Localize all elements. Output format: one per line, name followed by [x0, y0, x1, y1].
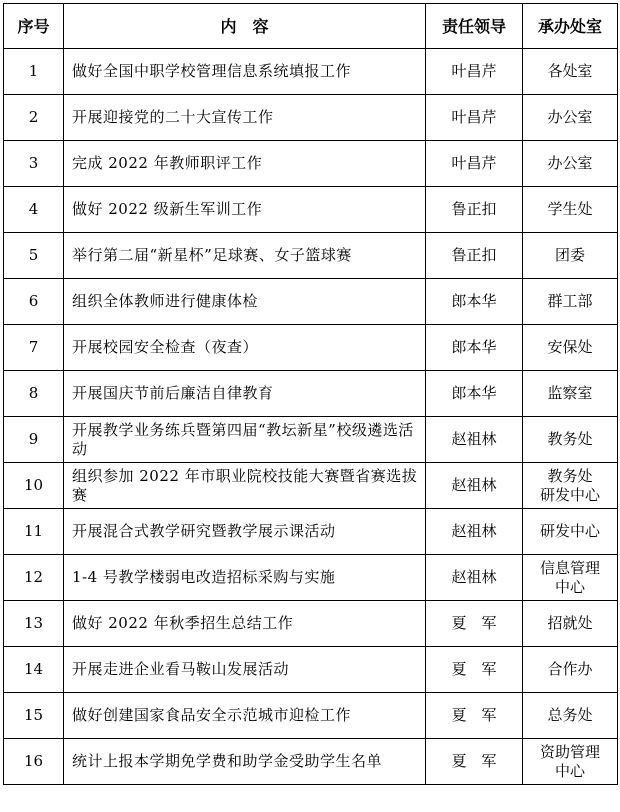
office-name: 总务处	[547, 706, 593, 724]
table-header-row	[4, 4, 618, 49]
row-number: 11	[4, 509, 64, 555]
office-name: 合作办	[547, 660, 593, 678]
task-content: 开展国庆节前后廉洁自律教育	[64, 371, 426, 417]
header-no: 序号	[4, 4, 64, 49]
row-number: 8	[4, 371, 64, 417]
office-name: 研发中心	[539, 522, 600, 540]
row-number: 12	[4, 555, 64, 601]
task-table	[3, 3, 618, 785]
responsible-leader: 赵祖林	[426, 417, 523, 463]
handling-office	[523, 555, 618, 601]
office-name: 团委	[554, 246, 585, 264]
handling-office	[523, 233, 618, 279]
responsible-leader: 夏 军	[426, 647, 523, 693]
task-content: 举行第二届“新星杯”足球赛、女子篮球赛	[64, 233, 426, 279]
task-content: 组织参加 2022 年市职业院校技能大赛暨省赛选拔赛	[64, 463, 426, 509]
responsible-leader: 夏 军	[426, 739, 523, 785]
task-content: 开展迎接党的二十大宣传工作	[64, 95, 426, 141]
row-number: 15	[4, 693, 64, 739]
row-number: 10	[4, 463, 64, 509]
responsible-leader: 叶昌芹	[426, 95, 523, 141]
handling-office	[523, 279, 618, 325]
table-body	[4, 49, 618, 785]
header-leader: 责任领导	[426, 4, 523, 49]
task-content: 做好 2022 年秋季招生总结工作	[64, 601, 426, 647]
handling-office	[523, 95, 618, 141]
responsible-leader: 叶昌芹	[426, 141, 523, 187]
office-name: 办公室	[547, 154, 593, 172]
task-content: 统计上报本学期免学费和助学金受助学生名单	[64, 739, 426, 785]
task-content: 开展校园安全检查（夜查）	[64, 325, 426, 371]
task-content: 组织全体教师进行健康体检	[64, 279, 426, 325]
responsible-leader: 郎本华	[426, 371, 523, 417]
handling-office	[523, 463, 618, 509]
task-content: 完成 2022 年教师职评工作	[64, 141, 426, 187]
row-number: 16	[4, 739, 64, 785]
handling-office	[523, 739, 618, 785]
task-content: 1-4 号教学楼弱电改造招标采购与实施	[64, 555, 426, 601]
table-row	[4, 141, 618, 187]
office-name: 监察室	[547, 384, 593, 402]
header-office: 承办处室	[523, 4, 618, 49]
table-row	[4, 509, 618, 555]
row-number: 9	[4, 417, 64, 463]
handling-office	[523, 601, 618, 647]
office-name: 信息管理	[539, 558, 600, 577]
row-number: 2	[4, 95, 64, 141]
task-content: 做好全国中职学校管理信息系统填报工作	[64, 49, 426, 95]
responsible-leader: 叶昌芹	[426, 49, 523, 95]
table-row	[4, 739, 618, 785]
table-row	[4, 371, 618, 417]
table-row	[4, 279, 618, 325]
table-row	[4, 325, 618, 371]
office-name: 中心	[554, 577, 585, 596]
handling-office	[523, 693, 618, 739]
handling-office	[523, 325, 618, 371]
row-number: 14	[4, 647, 64, 693]
table-row	[4, 555, 618, 601]
row-number: 4	[4, 187, 64, 233]
header-content: 内 容	[64, 4, 426, 49]
office-name: 学生处	[547, 200, 593, 218]
row-number: 3	[4, 141, 64, 187]
office-name: 教务处	[547, 466, 593, 485]
office-name: 教务处	[547, 430, 593, 448]
responsible-leader: 鲁正扣	[426, 187, 523, 233]
table-row	[4, 693, 618, 739]
office-name: 招就处	[547, 614, 593, 632]
row-number: 1	[4, 49, 64, 95]
table-row	[4, 233, 618, 279]
handling-office	[523, 49, 618, 95]
table-row	[4, 601, 618, 647]
responsible-leader: 夏 军	[426, 693, 523, 739]
office-name: 中心	[554, 761, 585, 780]
table-row	[4, 187, 618, 233]
responsible-leader: 鲁正扣	[426, 233, 523, 279]
office-name: 各处室	[547, 62, 593, 80]
office-name: 资助管理	[539, 742, 600, 761]
responsible-leader: 郎本华	[426, 325, 523, 371]
handling-office	[523, 371, 618, 417]
responsible-leader: 赵祖林	[426, 509, 523, 555]
office-name: 群工部	[547, 292, 593, 310]
task-content: 做好 2022 级新生军训工作	[64, 187, 426, 233]
handling-office	[523, 187, 618, 233]
table-row	[4, 49, 618, 95]
responsible-leader: 郎本华	[426, 279, 523, 325]
office-name: 安保处	[547, 338, 593, 356]
row-number: 13	[4, 601, 64, 647]
responsible-leader: 赵祖林	[426, 555, 523, 601]
responsible-leader: 夏 军	[426, 601, 523, 647]
table-row	[4, 417, 618, 463]
task-content: 开展混合式教学研究暨教学展示课活动	[64, 509, 426, 555]
handling-office	[523, 509, 618, 555]
handling-office	[523, 417, 618, 463]
table-row	[4, 647, 618, 693]
row-number: 6	[4, 279, 64, 325]
table-row	[4, 463, 618, 509]
handling-office	[523, 141, 618, 187]
task-content: 开展走进企业看马鞍山发展活动	[64, 647, 426, 693]
task-content: 开展教学业务练兵暨第四届“教坛新星”校级遴选活动	[64, 417, 426, 463]
handling-office	[523, 647, 618, 693]
table-row	[4, 95, 618, 141]
task-content: 做好创建国家食品安全示范城市迎检工作	[64, 693, 426, 739]
office-name: 办公室	[547, 108, 593, 126]
row-number: 5	[4, 233, 64, 279]
office-name: 研发中心	[539, 485, 600, 504]
responsible-leader: 赵祖林	[426, 463, 523, 509]
row-number: 7	[4, 325, 64, 371]
